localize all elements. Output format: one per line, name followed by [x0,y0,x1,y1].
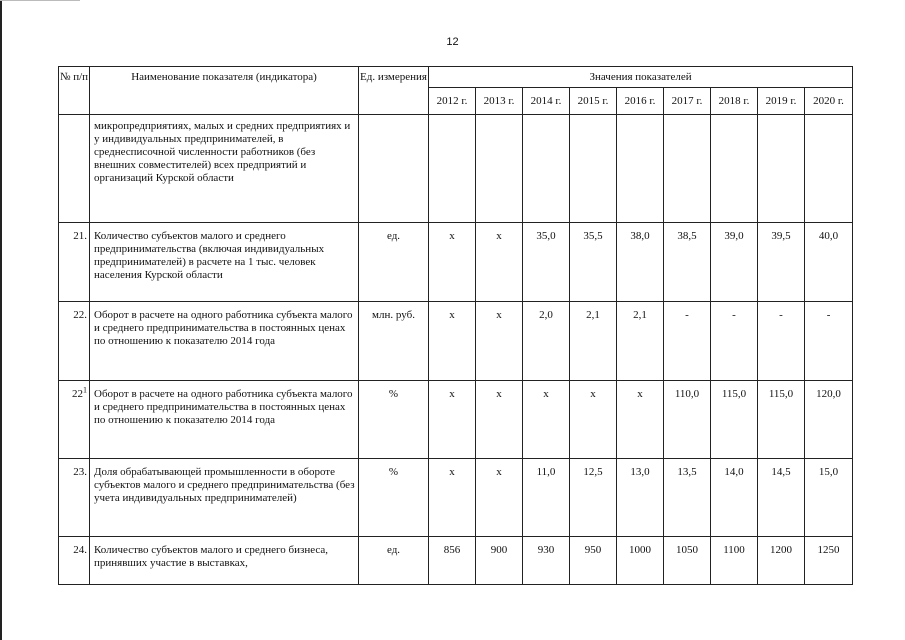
header-unit: Ед. измерения [359,67,429,115]
row-value: 2,0 [523,302,570,381]
row-unit: ед. [359,223,429,302]
row-value: 13,0 [617,459,664,537]
row-value [664,115,711,223]
row-value: х [429,302,476,381]
row-value: 856 [429,537,476,585]
row-value: 15,0 [805,459,853,537]
row-value [523,115,570,223]
table-row [59,459,853,537]
page-left-edge [0,0,2,640]
row-value: 1200 [758,537,805,585]
row-value [805,115,853,223]
header-num: № п/п [59,67,90,115]
header-year: 2018 г. [711,88,758,115]
row-value [711,115,758,223]
row-name: Оборот в расчете на одного работника субъекта малого и среднего предпринимательства в постоянных ценах по отношению к показателю 2014 года [90,302,359,381]
page-number: 12 [446,36,459,48]
row-number: $22^1$ [59,381,90,459]
row-number: 23. [59,459,90,537]
row-value: 950 [570,537,617,585]
row-unit [359,115,429,223]
header-year: 2012 г. [429,88,476,115]
row-value: 40,0 [805,223,853,302]
row-value: 120,0 [805,381,853,459]
row-value [617,115,664,223]
row-number: 21. [59,223,90,302]
table-row [59,302,853,381]
row-name: Оборот в расчете на одного работника субъекта малого и среднего предпринимательства в постоянных ценах по отношению к показателю 2014 года [90,381,359,459]
row-value: - [805,302,853,381]
row-value: 38,0 [617,223,664,302]
row-value: 11,0 [523,459,570,537]
row-value: 115,0 [711,381,758,459]
row-value: х [476,302,523,381]
header-year: 2016 г. [617,88,664,115]
row-value: 1000 [617,537,664,585]
row-value: 38,5 [664,223,711,302]
row-value: х [476,459,523,537]
table-row [59,381,853,459]
row-value: 2,1 [570,302,617,381]
header-year: 2015 г. [570,88,617,115]
row-value [429,115,476,223]
header-year: 2013 г. [476,88,523,115]
header-year: 2020 г. [805,88,853,115]
row-number: 24. [59,537,90,585]
row-value: 1050 [664,537,711,585]
row-value: 110,0 [664,381,711,459]
table-row [59,537,853,585]
row-name: Количество субъектов малого и среднего бизнеса, принявших участие в выставках, [90,537,359,585]
row-value [570,115,617,223]
row-unit: ед. [359,537,429,585]
row-name: микропредприятиях, малых и средних предприятиях и у индивидуальных предпринимателей, в среднесписочной численности работников (без внешних совместителей) всех предприятий и организаций Курской области [90,115,359,223]
header-year: 2019 г. [758,88,805,115]
table-row [59,223,853,302]
indicators-table [58,66,853,585]
row-value: х [570,381,617,459]
row-name: Доля обрабатывающей промышленности в обороте субъектов малого и среднего предпринимательства (без учета индивидуальных предпринимателей) [90,459,359,537]
header-name: Наименование показателя (индикатора) [90,67,359,115]
row-value: х [429,381,476,459]
row-value: х [523,381,570,459]
row-value: 13,5 [664,459,711,537]
header-values: Значения показателей [429,67,853,88]
row-value: 39,0 [711,223,758,302]
row-value: 14,0 [711,459,758,537]
row-value: - [711,302,758,381]
row-value: - [758,302,805,381]
row-value: х [429,459,476,537]
row-value [758,115,805,223]
row-value: х [429,223,476,302]
row-value: 12,5 [570,459,617,537]
row-value [476,115,523,223]
row-value: х [476,381,523,459]
row-number [59,115,90,223]
row-unit: млн. руб. [359,302,429,381]
row-value: 900 [476,537,523,585]
row-unit: % [359,459,429,537]
row-value: - [664,302,711,381]
row-name: Количество субъектов малого и среднего предпринимательства (включая индивидуальных предпринимателей) в расчете на 1 тыс. человек населения Курской области [90,223,359,302]
header-year: 2014 г. [523,88,570,115]
row-value: 35,5 [570,223,617,302]
row-value: 2,1 [617,302,664,381]
page-top-edge [0,0,80,1]
row-number-superscript: 1 [83,385,87,395]
row-unit: % [359,381,429,459]
row-value: 1100 [711,537,758,585]
row-value: 115,0 [758,381,805,459]
row-value: 1250 [805,537,853,585]
row-number: 22. [59,302,90,381]
row-value: 39,5 [758,223,805,302]
row-value: 35,0 [523,223,570,302]
row-value: 14,5 [758,459,805,537]
row-value: х [476,223,523,302]
header-year: 2017 г. [664,88,711,115]
header-row-top [59,67,853,88]
row-value: х [617,381,664,459]
table-row [59,115,853,223]
row-value: 930 [523,537,570,585]
